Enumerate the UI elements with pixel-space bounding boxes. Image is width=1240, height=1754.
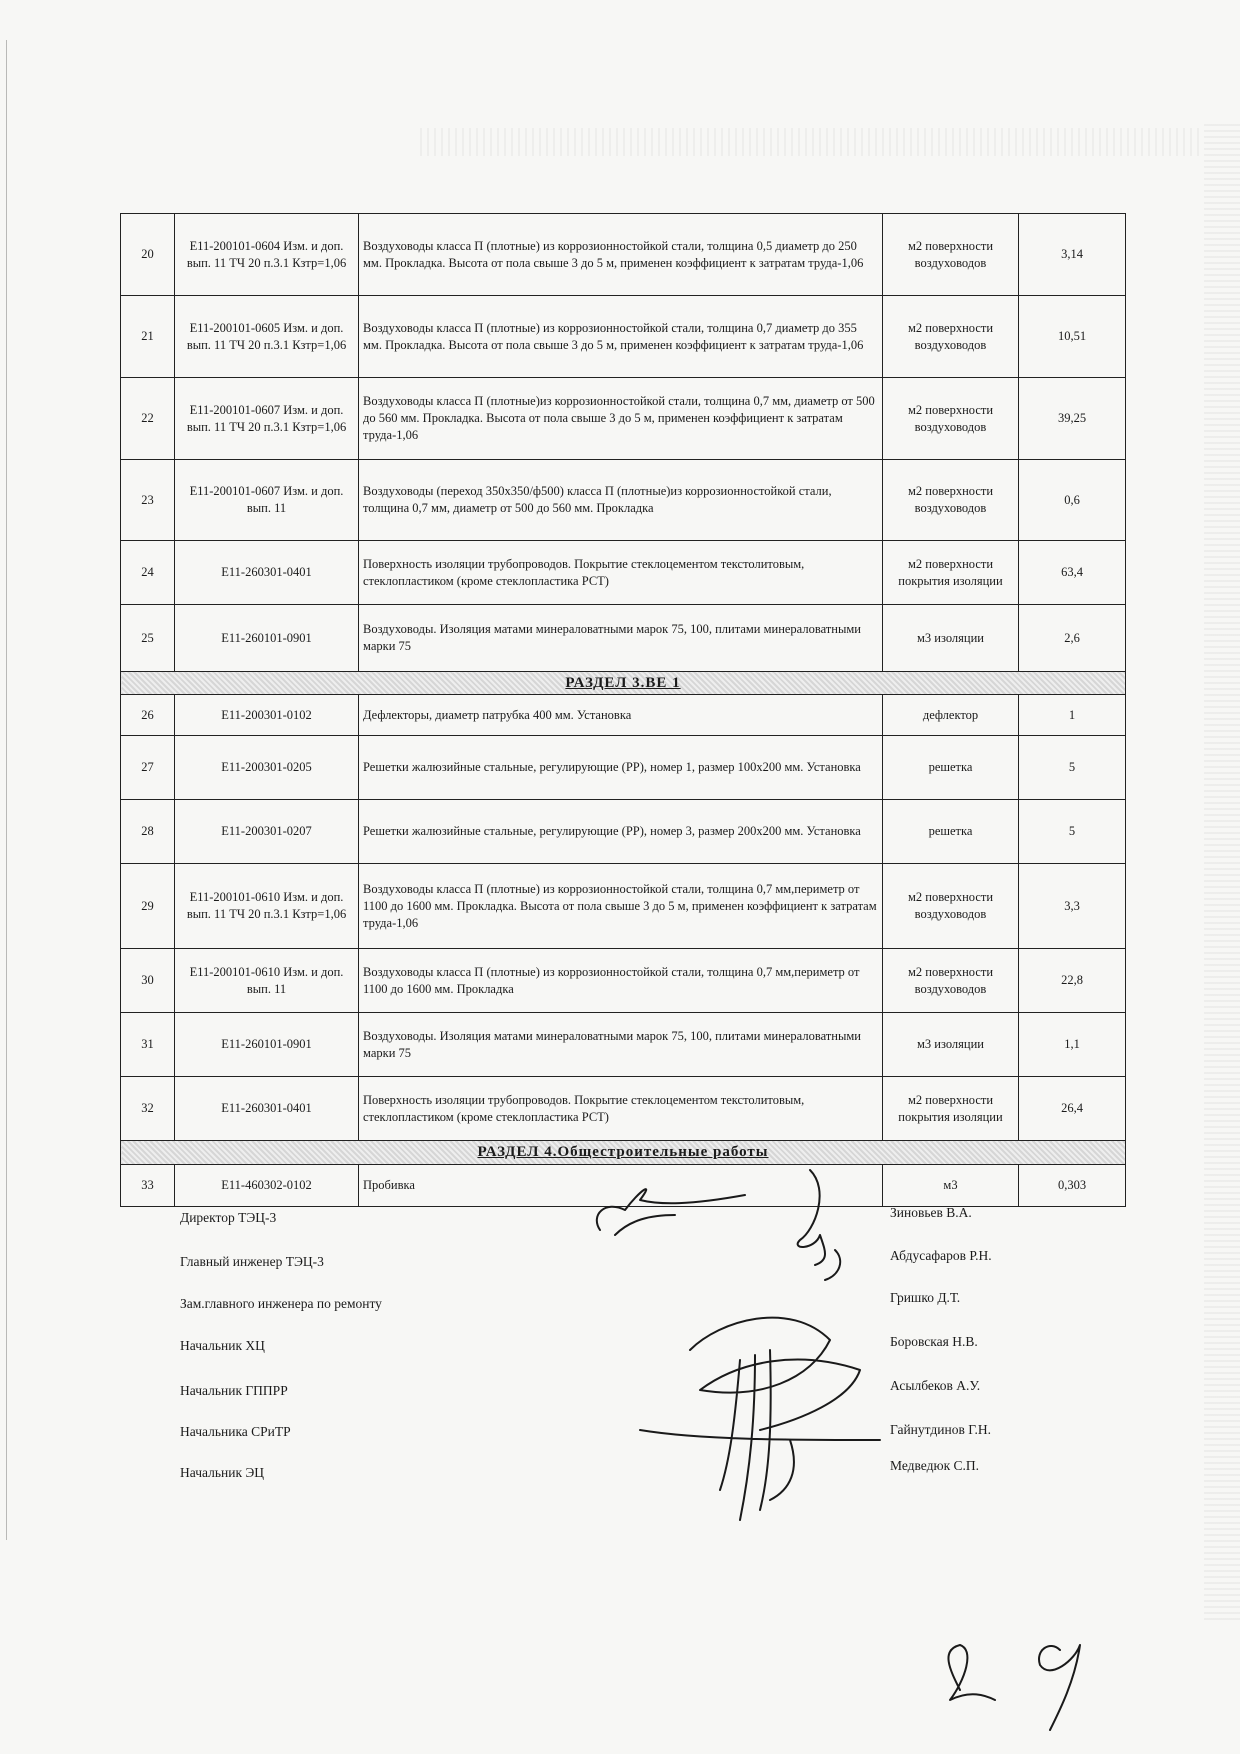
signatory-role: Директор ТЭЦ-3: [180, 1210, 277, 1225]
signatory-name: Гришко Д.Т.: [890, 1290, 961, 1305]
signature-director: [597, 1189, 745, 1235]
unit-cell: м2 поверхности покрытия изоляции: [883, 1077, 1019, 1141]
work-description-cell: Воздуховоды. Изоляция матами минераловатными марок 75, 100, плитами минераловатными марки 75: [359, 605, 883, 672]
quantity-cell: 3,14: [1019, 214, 1126, 296]
unit-cell: м2 поверхности воздуховодов: [883, 864, 1019, 949]
work-description-cell: Воздуховоды класса П (плотные) из коррозионностойкой стали, толщина 0,7 диаметр до 355 мм. Прокладка. Высота от пола свыше 3 до 5 м, применен коэффициент к затратам труда-1,06: [359, 296, 883, 378]
row-number-cell: 23: [121, 460, 175, 541]
rate-code-cell: Е11-260301-0401: [175, 541, 359, 605]
rate-code-cell: Е11-260101-0901: [175, 605, 359, 672]
signature-group: [640, 1318, 880, 1520]
rate-code-cell: Е11-200301-0205: [175, 736, 359, 800]
unit-cell: решетка: [883, 800, 1019, 864]
quantity-cell: 63,4: [1019, 541, 1126, 605]
quantity-cell: 5: [1019, 736, 1126, 800]
rate-code-cell: Е11-200101-0610 Изм. и доп. вып. 11 ТЧ 20 п.3.1 Кзтр=1,06: [175, 864, 359, 949]
signatory-role: Начальника СРиТР: [180, 1424, 291, 1439]
row-number-cell: 30: [121, 949, 175, 1013]
unit-cell: м3: [883, 1164, 1019, 1206]
unit-cell: м2 поверхности покрытия изоляции: [883, 541, 1019, 605]
signatory-role: Начальник ГППРР: [180, 1383, 288, 1398]
section-title: РАЗДЕЛ 4.Общестроительные работы: [121, 1141, 1126, 1164]
quantity-cell: 1,1: [1019, 1013, 1126, 1077]
rate-code-cell: Е11-260301-0401: [175, 1077, 359, 1141]
row-number-cell: 28: [121, 800, 175, 864]
row-number-cell: 33: [121, 1164, 175, 1206]
signatory-name: Асылбеков А.У.: [890, 1378, 981, 1393]
rate-code-cell: Е11-260101-0901: [175, 1013, 359, 1077]
unit-cell: м2 поверхности воздуховодов: [883, 460, 1019, 541]
signatory-name: Боровская Н.В.: [890, 1334, 978, 1349]
work-description-cell: Решетки жалюзийные стальные, регулирующие (РР), номер 1, размер 100х200 мм. Установка: [359, 736, 883, 800]
row-number-cell: 26: [121, 695, 175, 736]
work-description-cell: Дефлекторы, диаметр патрубка 400 мм. Установка: [359, 695, 883, 736]
row-number-cell: 29: [121, 864, 175, 949]
signature-initial-bottom-right-1: [948, 1645, 995, 1700]
unit-cell: дефлектор: [883, 695, 1019, 736]
work-description-cell: Поверхность изоляции трубопроводов. Покрытие стеклоцементом текстолитовым, стеклопластиком (кроме стеклопластика РСТ): [359, 541, 883, 605]
signatory-role: Начальник ХЦ: [180, 1338, 265, 1353]
rate-code-cell: Е11-200301-0207: [175, 800, 359, 864]
rate-code-cell: Е11-460302-0102: [175, 1164, 359, 1206]
row-number-cell: 21: [121, 296, 175, 378]
rate-code-cell: Е11-200301-0102: [175, 695, 359, 736]
signatory-name: Гайнутдинов Г.Н.: [890, 1422, 991, 1437]
unit-cell: м3 изоляции: [883, 1013, 1019, 1077]
unit-cell: м2 поверхности воздуховодов: [883, 949, 1019, 1013]
work-description-cell: Воздуховоды (переход 350х350/ф500) класса П (плотные)из коррозионностойкой стали, толщина 0,7 мм, диаметр от 500 до 560 мм. Прокладка: [359, 460, 883, 541]
quantity-cell: 26,4: [1019, 1077, 1126, 1141]
row-number-cell: 31: [121, 1013, 175, 1077]
quantity-cell: 0,303: [1019, 1164, 1126, 1206]
work-description-cell: Решетки жалюзийные стальные, регулирующие (РР), номер 3, размер 200х200 мм. Установка: [359, 800, 883, 864]
signatory-role: Зам.главного инженера по ремонту: [180, 1296, 382, 1311]
work-description-cell: Воздуховоды класса П (плотные) из коррозионностойкой стали, толщина 0,7 мм,периметр от 1100 до 1600 мм. Прокладка: [359, 949, 883, 1013]
quantity-cell: 2,6: [1019, 605, 1126, 672]
section-title: РАЗДЕЛ 3.ВЕ 1: [121, 672, 1126, 695]
rate-code-cell: Е11-200101-0607 Изм. и доп. вып. 11 ТЧ 20 п.3.1 Кзтр=1,06: [175, 378, 359, 460]
rate-code-cell: Е11-200101-0605 Изм. и доп. вып. 11 ТЧ 20 п.3.1 Кзтр=1,06: [175, 296, 359, 378]
row-number-cell: 20: [121, 214, 175, 296]
work-description-cell: Воздуховоды класса П (плотные) из коррозионностойкой стали, толщина 0,7 мм,периметр от 1100 до 1600 мм. Прокладка. Высота от пола свыше 3 до 5 м, применен коэффициент к затратам труда-1,06: [359, 864, 883, 949]
quantity-cell: 5: [1019, 800, 1126, 864]
signatory-name: Медведюк С.П.: [890, 1458, 980, 1473]
signature-initial-bottom-right-2: [1039, 1645, 1080, 1730]
signature-chief-engineer: [798, 1170, 841, 1280]
work-description-cell: Поверхность изоляции трубопроводов. Покрытие стеклоцементом текстолитовым, стеклопластиком (кроме стеклопластика РСТ): [359, 1077, 883, 1141]
rate-code-cell: Е11-200101-0607 Изм. и доп. вып. 11: [175, 460, 359, 541]
work-description-cell: Воздуховоды. Изоляция матами минераловатными марок 75, 100, плитами минераловатными марки 75: [359, 1013, 883, 1077]
row-number-cell: 32: [121, 1077, 175, 1141]
signatory-role: Главный инженер ТЭЦ-3: [180, 1254, 324, 1269]
row-number-cell: 25: [121, 605, 175, 672]
quantity-cell: 3,3: [1019, 864, 1126, 949]
work-description-cell: Пробивка: [359, 1164, 883, 1206]
quantity-cell: 1: [1019, 695, 1126, 736]
signatory-name: Зиновьев В.А.: [890, 1205, 972, 1220]
quantity-cell: 0,6: [1019, 460, 1126, 541]
rate-code-cell: Е11-200101-0610 Изм. и доп. вып. 11: [175, 949, 359, 1013]
work-description-cell: Воздуховоды класса П (плотные) из коррозионностойкой стали, толщина 0,5 диаметр до 250 мм. Прокладка. Высота от пола свыше 3 до 5 м, применен коэффициент к затратам труда-1,06: [359, 214, 883, 296]
rate-code-cell: Е11-200101-0604 Изм. и доп. вып. 11 ТЧ 20 п.3.1 Кзтр=1,06: [175, 214, 359, 296]
row-number-cell: 27: [121, 736, 175, 800]
unit-cell: м2 поверхности воздуховодов: [883, 214, 1019, 296]
quantity-cell: 10,51: [1019, 296, 1126, 378]
unit-cell: м3 изоляции: [883, 605, 1019, 672]
unit-cell: решетка: [883, 736, 1019, 800]
quantity-cell: 39,25: [1019, 378, 1126, 460]
row-number-cell: 24: [121, 541, 175, 605]
unit-cell: м2 поверхности воздуховодов: [883, 296, 1019, 378]
signatory-role: Начальник ЭЦ: [180, 1465, 265, 1480]
row-number-cell: 22: [121, 378, 175, 460]
work-description-cell: Воздуховоды класса П (плотные)из коррозионностойкой стали, толщина 0,7 мм, диаметр от 500 до 560 мм. Прокладка. Высота от пола свыше 3 до 5 м, применен коэффициент к затратам труда-1,06: [359, 378, 883, 460]
unit-cell: м2 поверхности воздуховодов: [883, 378, 1019, 460]
quantity-cell: 22,8: [1019, 949, 1126, 1013]
signatory-name: Абдусафаров Р.Н.: [890, 1248, 992, 1263]
